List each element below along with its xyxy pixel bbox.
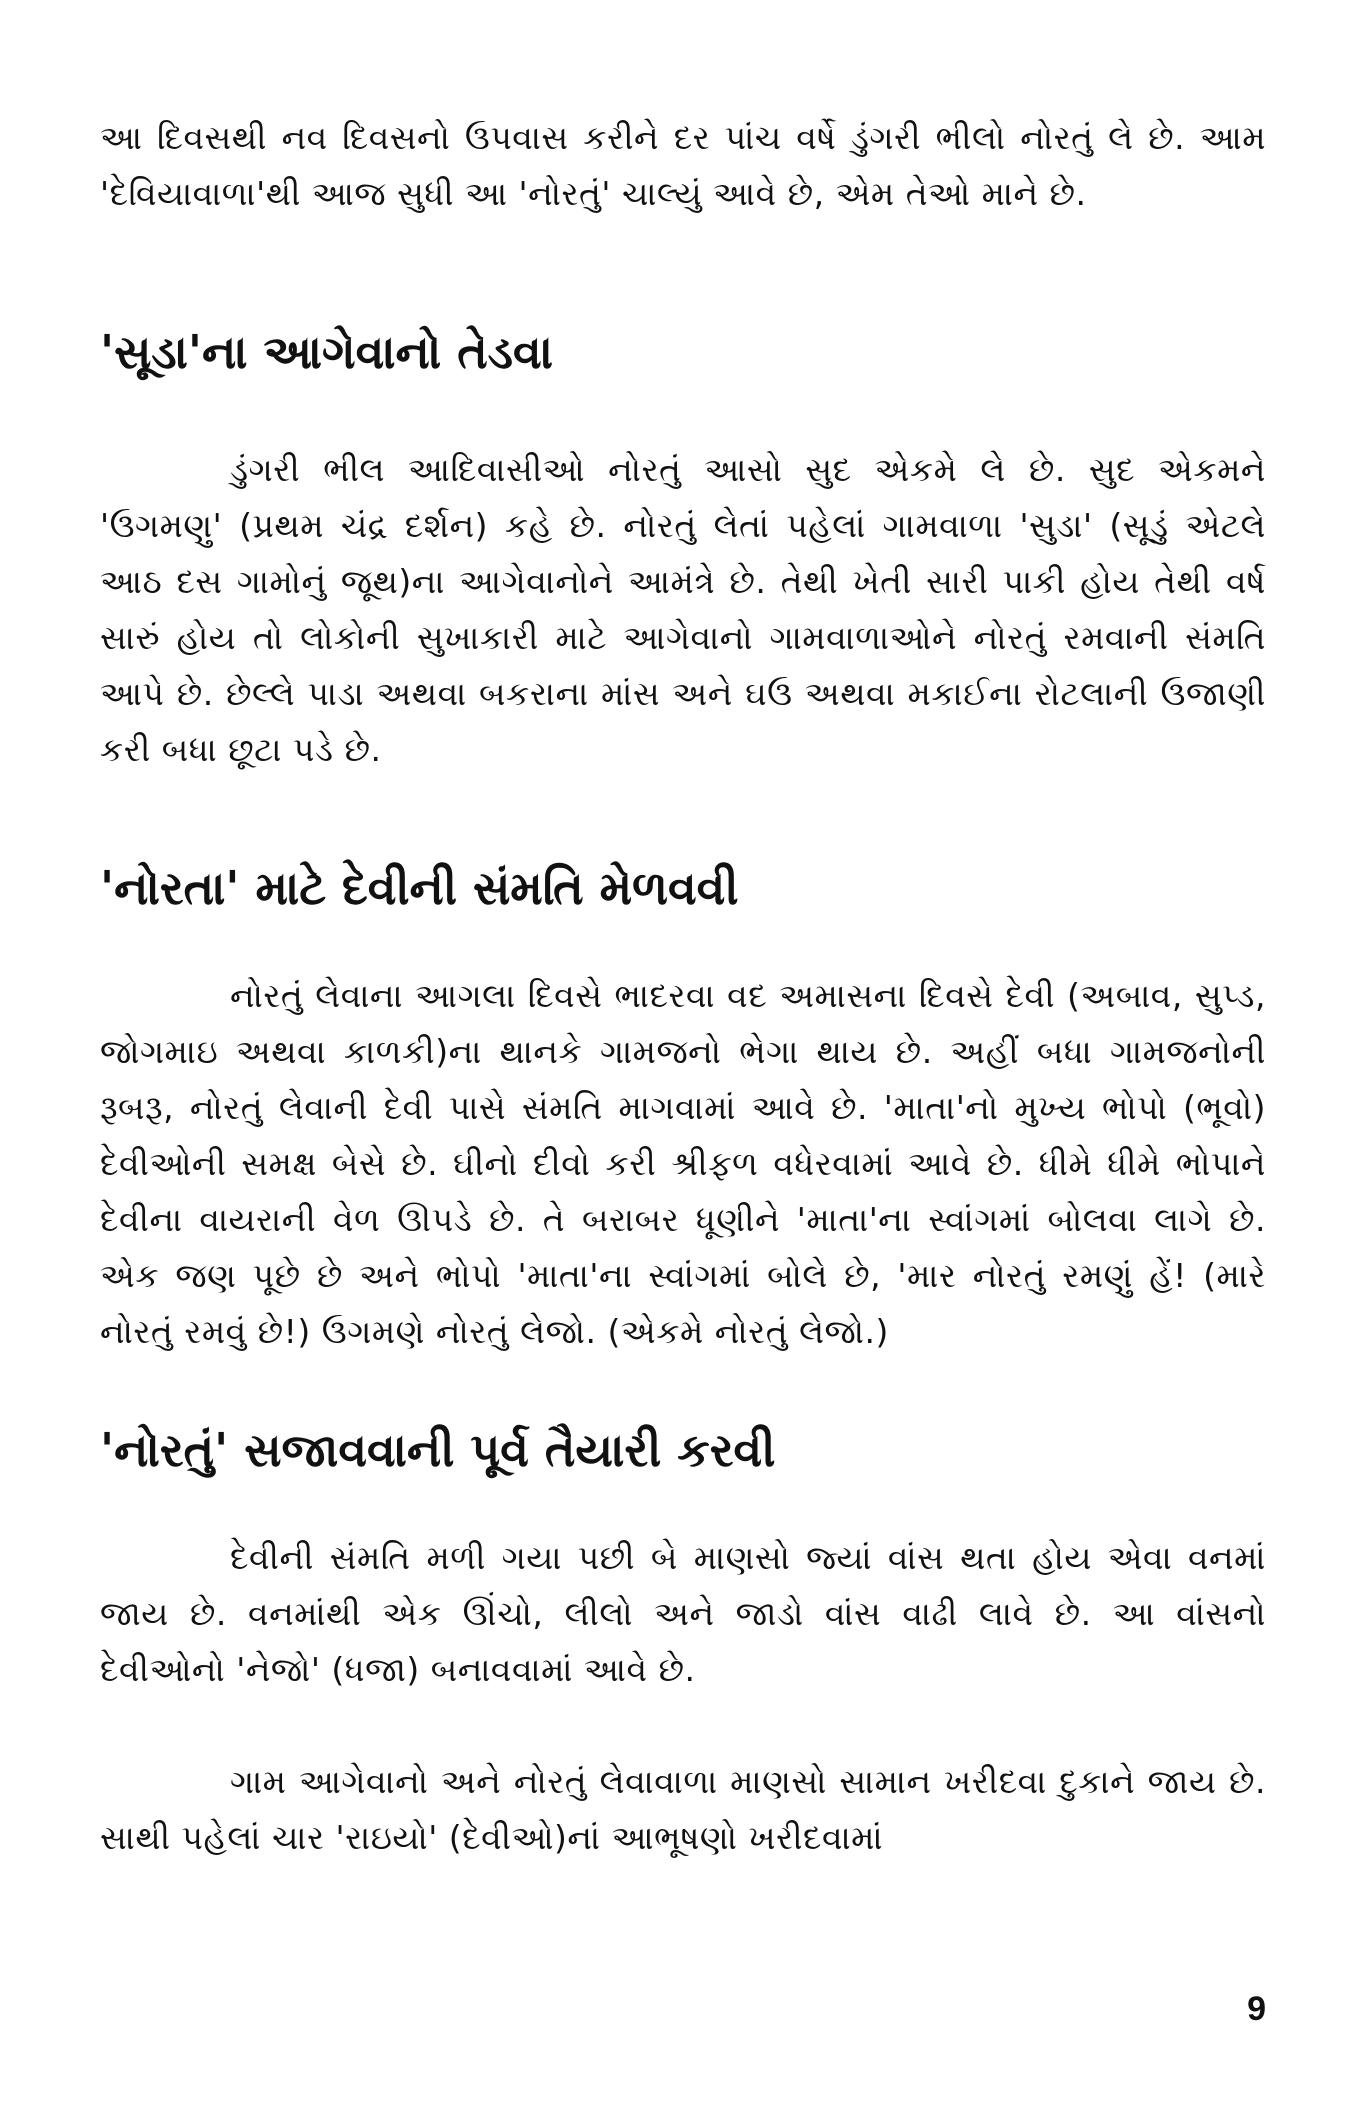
section-paragraph: નોરતું લેવાના આગલા દિવસે ભાદરવા વદ અમાસના દિવસે દેવી (અબાવ, સુપ્ડ, જોગમાઇ અથવા કાળકી)ના થાનકે ગામજનો ભેગા થાય છે. અહીં બધા ગામજનોની રૂબરૂ, નોરતું લેવાની દેવી પાસે સંમતિ માગવામાં આવે છે. 'માતા'નો મુખ્ય ભોપો (ભૂવો) દેવીઓની સમક્ષ બેસે છે. ઘીનો દીવો કરી શ્રીફળ વધેરવામાં આવે છે. ધીમે ધીમે ભોપાને દેવીના વાયરાની વેળ ઊપડે છે. તે બરાબર ધૂણીને 'માતા'ના સ્વાંગમાં બોલવા લાગે છે. એક જણ પૂછે છે અને ભોપો 'માતા'ના સ્વાંગમાં બોલે છે, 'માર નોરતું રમણું હેં! (મારે નોરતું રમવું છે!) ઉગમણે નોરતું લેજો. (એકમે નોરતું લેજો.) — [100, 976, 1266, 1351]
section-heading-preparation: 'નોરતું' સજાવવાની પૂર્વ તૈયારી કરવી — [100, 1423, 776, 1477]
section-heading-suda-leaders: 'સૂડા'ના આગેવાનો તેડવા — [100, 325, 553, 379]
section-paragraph: દેવીની સંમતિ મળી ગયા પછી બે માણસો જ્યાં વાંસ થતા હોય એવા વનમાં જાય છે. વનમાંથી એક ઊંચો, લીલો અને જાડો વાંસ વાઢી લાવે છે. આ વાંસનો દેવીઓનો 'નેજો' (ધજા) બનાવવામાં આવે છે. — [100, 1538, 1266, 1689]
section-paragraph: ગામ આગેવાનો અને નોરતું લેવાવાળા માણસો સામાન ખરીદવા દુકાને જાય છે. સાથી પહેલાં ચાર 'રાઇયો' (દેવીઓ)નાં આભૂષણો ખરીદવામાં — [100, 1762, 1266, 1857]
page-number: 9 — [1247, 1990, 1266, 2028]
section-heading-goddess-consent: 'નોરતા' માટે દેવીની સંમતિ મેળવવી — [100, 861, 739, 915]
intro-paragraph: આ દિવસથી નવ દિવસનો ઉપવાસ કરીને દર પાંચ વર્ષે ડુંગરી ભીલો નોરતું લે છે. આમ 'દેવિયાવાળા'થી આજ સુધી આ 'નોરતું' ચાલ્યું આવે છે, એમ તેઓ માને છે. — [100, 118, 1266, 213]
section-paragraph: ડુંગરી ભીલ આદિવાસીઓ નોરતું આસો સુદ એકમે લે છે. સુદ એકમને 'ઉગમણુ' (પ્રથમ ચંદ્ર દર્શન) કહે છે. નોરતું લેતાં પહેલાં ગામવાળા 'સુડા' (સૂડું એટલે આઠ દસ ગામોનું જૂથ)ના આગેવાનોને આમંત્રે છે. તેથી ખેતી સારી પાકી હોય તેથી વર્ષ સારું હોય તો લોકોની સુખાકારી માટે આગેવાનો ગામવાળાઓને નોરતું રમવાની સંમતિ આપે છે. છેલ્લે પાડા અથવા બકરાના માંસ અને ઘઉ અથવા મકાઈના રોટલાની ઉજાણી કરી બધા છૂટા પડે છે. — [100, 450, 1266, 769]
